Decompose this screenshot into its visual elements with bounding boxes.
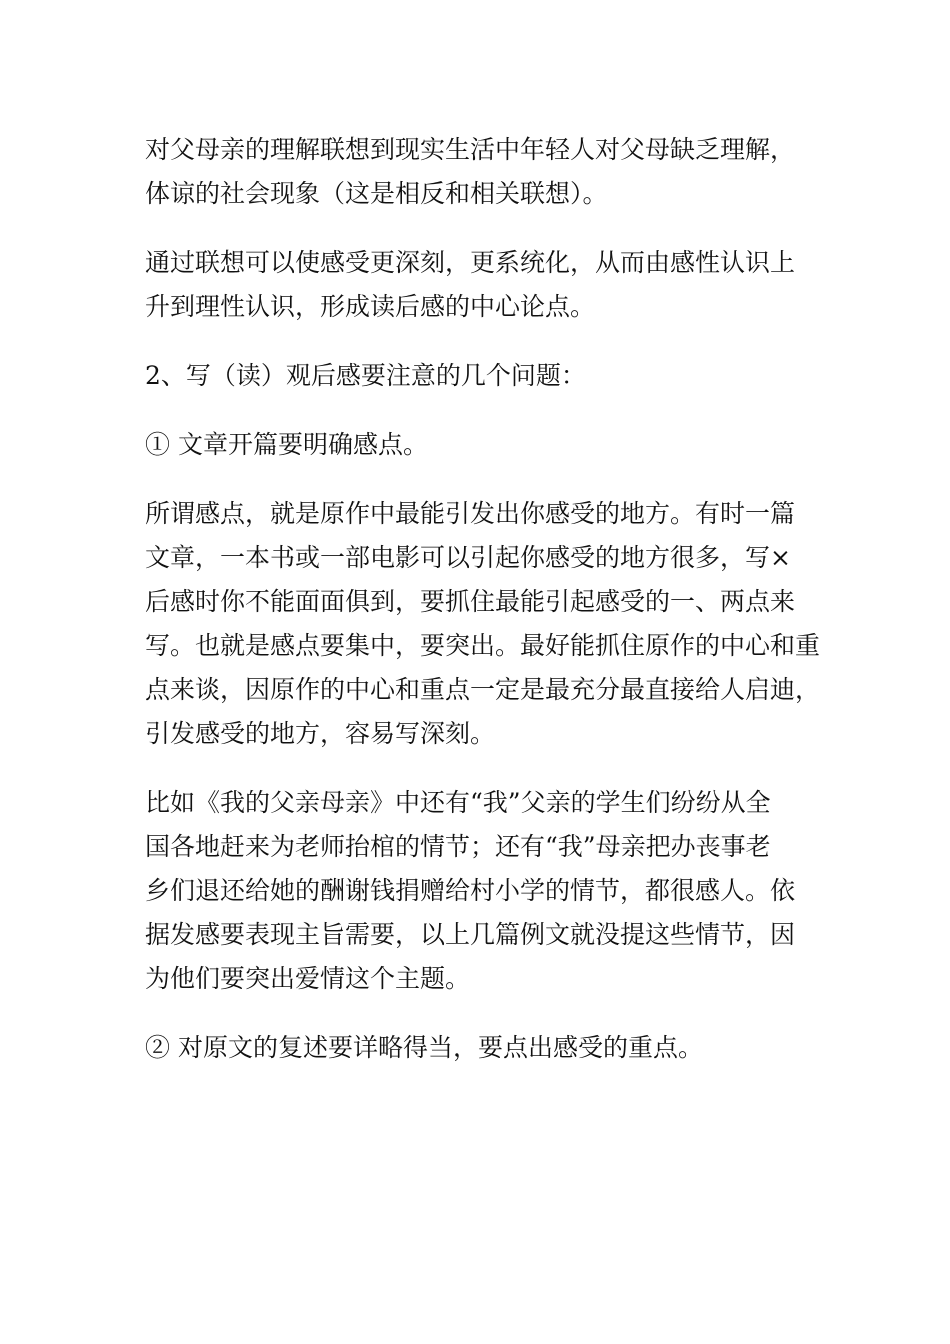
text-line: 乡们退还给她的酬谢钱捐赠给村小学的情节，都很感人。依	[145, 876, 796, 905]
paragraph-association-purpose	[145, 241, 845, 329]
text-line: 据发感要表现主旨需要，以上几篇例文就没提这些情节，因	[145, 920, 796, 949]
text-line: 后感时你不能面面俱到，要抓住最能引起感受的一、两点来	[145, 587, 796, 616]
text-line: 2、写（读）观后感要注意的几个问题：	[145, 361, 586, 390]
text-line: 写。也就是感点要集中，要突出。最好能抓住原作的中心和重	[145, 631, 821, 660]
text-line: ① 文章开篇要明确感点。	[145, 430, 428, 459]
text-line: 体谅的社会现象（这是相反和相关联想）。	[145, 179, 608, 208]
point-1-heading	[145, 423, 845, 467]
text-line: 国各地赶来为老师抬棺的情节；还有“我”母亲把办丧事老	[145, 832, 771, 861]
section-heading-issues	[145, 354, 845, 398]
text-line: 比如《我的父亲母亲》中还有“我”父亲的学生们纷纷从全	[145, 788, 771, 817]
text-line: 为他们要突出爱情这个主题。	[145, 964, 471, 993]
text-line: 对父母亲的理解联想到现实生活中年轻人对父母缺乏理解，	[145, 135, 796, 164]
text-line: 升到理性认识，形成读后感的中心论点。	[145, 292, 596, 321]
text-line: 点来谈，因原作的中心和重点一定是最充分最直接给人启迪，	[145, 675, 821, 704]
paragraph-association-example	[145, 128, 845, 216]
text-line: ② 对原文的复述要详略得当，要点出感受的重点。	[145, 1033, 703, 1062]
text-line: 引发感受的地方，容易写深刻。	[145, 719, 496, 748]
paragraph-film-example	[145, 781, 845, 1001]
text-line: 文章，一本书或一部电影可以引起你感受的地方很多，写×	[145, 543, 791, 572]
paragraph-feeling-point	[145, 492, 845, 756]
document-body	[145, 128, 845, 1095]
point-2-heading	[145, 1026, 845, 1070]
text-line: 通过联想可以使感受更深刻，更系统化，从而由感性认识上	[145, 248, 796, 277]
text-line: 所谓感点，就是原作中最能引发出你感受的地方。有时一篇	[145, 499, 796, 528]
